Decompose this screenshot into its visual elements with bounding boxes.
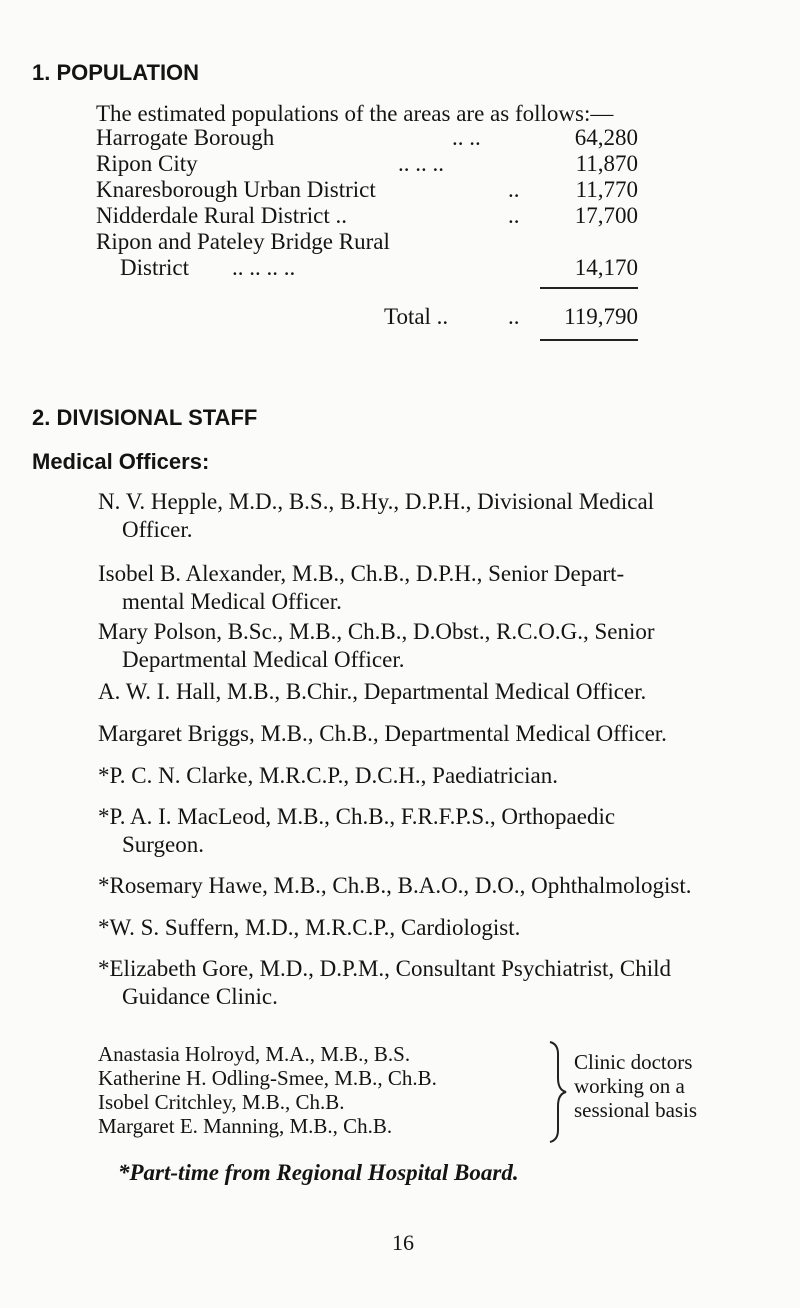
staff-entry: [98, 488, 758, 544]
clinic-note-line: sessional basis: [574, 1098, 698, 1122]
staff-entry-line2: Surgeon.: [122, 832, 204, 857]
staff-entry-line2: Departmental Medical Officer.: [122, 647, 405, 672]
staff-entry: [98, 678, 758, 706]
table-row-dots: .. .. ..: [398, 151, 444, 176]
table-row-name: Nidderdale Rural District ..: [96, 203, 348, 228]
staff-entry: [98, 560, 758, 616]
staff-entry-line1: *W. S. Suffern, M.D., M.R.C.P., Cardiologist.: [98, 915, 521, 940]
staff-entry: [98, 762, 758, 790]
total-rule-bottom: [540, 339, 638, 341]
table-row-dots: ..: [508, 177, 520, 202]
staff-entry: [98, 955, 758, 1011]
staff-entry-line2: mental Medical Officer.: [122, 589, 342, 614]
staff-entry: [98, 914, 758, 942]
list-item: Margaret E. Manning, M.B., Ch.B.: [98, 1114, 393, 1138]
staff-entry-line1: A. W. I. Hall, M.B., B.Chir., Departmental Medical Officer.: [98, 679, 647, 704]
staff-entry-line1: *Rosemary Hawe, M.B., Ch.B., B.A.O., D.O., Ophthalmologist.: [98, 873, 692, 898]
clinic-note-line: Clinic doctors: [574, 1050, 693, 1074]
table-row-dots: .. ..: [452, 125, 481, 150]
staff-entry-line1: *P. C. N. Clarke, M.R.C.P., D.C.H., Paediatrician.: [98, 763, 558, 788]
staff-entry: [98, 872, 758, 900]
table-row-name: Knaresborough Urban District: [96, 177, 376, 202]
staff-entry-line1: *Elizabeth Gore, M.D., D.P.M., Consultant Psychiatrist, Child: [98, 956, 672, 981]
table-row-dots: .. .. .. ..: [232, 255, 296, 280]
total-value: 119,790: [564, 304, 638, 329]
footnote: *Part-time from Regional Hospital Board.: [118, 1160, 519, 1185]
list-item: Katherine H. Odling-Smee, M.B., Ch.B.: [98, 1066, 437, 1090]
table-row-value: 11,770: [575, 177, 638, 202]
curly-brace-icon: [546, 1040, 570, 1144]
section-heading-population: 1. POPULATION: [32, 60, 200, 85]
table-row-name: Harrogate Borough: [96, 125, 275, 150]
table-row-name: Ripon and Pateley Bridge Rural: [96, 229, 390, 254]
section-heading-staff: 2. DIVISIONAL STAFF: [32, 405, 258, 430]
list-item: Isobel Critchley, M.B., Ch.B.: [98, 1090, 345, 1114]
table-row-value: 14,170: [574, 255, 638, 280]
staff-entry: [98, 803, 758, 859]
table-row-value: 17,700: [574, 203, 638, 228]
table-row-value: 64,280: [574, 125, 638, 150]
list-item: Anastasia Holroyd, M.A., M.B., B.S.: [98, 1042, 411, 1066]
staff-subheading: Medical Officers:: [32, 449, 210, 474]
population-intro: The estimated populations of the areas are as follows:—: [96, 101, 614, 126]
table-row-name: Ripon City: [96, 151, 198, 176]
staff-entry: [98, 618, 758, 674]
table-row-name: District: [120, 255, 189, 280]
total-label: Total ..: [384, 304, 449, 329]
staff-entry-line1: Margaret Briggs, M.B., Ch.B., Departmental Medical Officer.: [98, 721, 667, 746]
total-dots: ..: [508, 304, 520, 329]
page-number: 16: [392, 1230, 414, 1255]
staff-entry-line1: *P. A. I. MacLeod, M.B., Ch.B., F.R.F.P.S., Orthopaedic: [98, 804, 616, 829]
staff-entry-line1: N. V. Hepple, M.D., B.S., B.Hy., D.P.H., Divisional Medical: [98, 489, 655, 514]
total-rule-top: [540, 287, 638, 289]
staff-entry-line2: Officer.: [122, 517, 193, 542]
clinic-note-line: working on a: [574, 1074, 685, 1098]
staff-entry-line2: Guidance Clinic.: [122, 984, 278, 1009]
table-row-dots: ..: [508, 203, 520, 228]
staff-entry-line1: Mary Polson, B.Sc., M.B., Ch.B., D.Obst., R.C.O.G., Senior: [98, 619, 655, 644]
staff-entry-line1: Isobel B. Alexander, M.B., Ch.B., D.P.H., Senior Depart-: [98, 561, 625, 586]
staff-entry: [98, 720, 758, 748]
table-row-value: 11,870: [575, 151, 638, 176]
